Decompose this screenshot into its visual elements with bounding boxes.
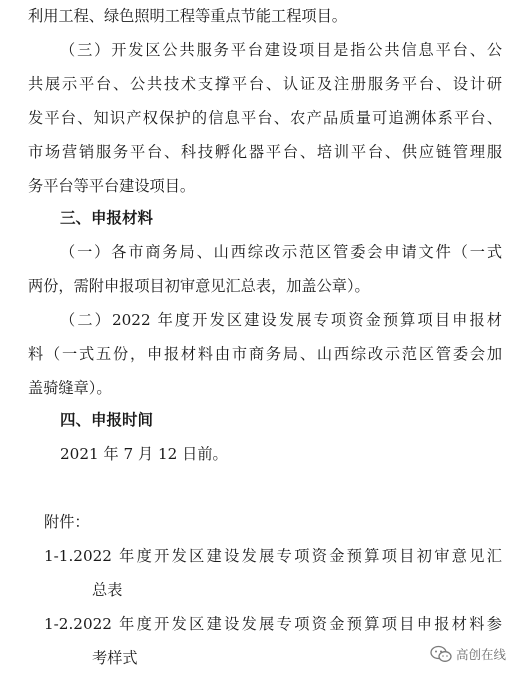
- paragraph-line: 利用工程、绿色照明工程等重点节能工程项目。: [28, 7, 347, 25]
- attachment-item-continued: 总表: [92, 581, 123, 599]
- section-heading: 三、申报材料: [60, 209, 154, 227]
- paragraph-line: 盖骑缝章）。: [28, 379, 112, 397]
- paragraph-line: （三）开发区公共服务平台建设项目是指公共信息平台、公: [60, 41, 502, 59]
- paragraph-line: 市场营销服务平台、科技孵化器平台、培训平台、供应链管理服: [28, 143, 502, 161]
- watermark: [430, 645, 506, 663]
- attachment-item-continued: 考样式: [92, 649, 138, 667]
- attachment-item: 1-1.2022 年度开发区建设发展专项资金预算项目初审意见汇: [44, 547, 502, 565]
- paragraph-line: 务平台等平台建设项目。: [28, 177, 196, 195]
- wechat-icon: [430, 645, 452, 663]
- watermark-text: 高创在线: [455, 647, 506, 662]
- deadline-text: 2021 年 7 月 12 日前。: [60, 445, 228, 463]
- attachments-label: 附件：: [44, 513, 90, 531]
- paragraph-line: （二）2022 年度开发区建设发展专项资金预算项目申报材: [60, 311, 502, 329]
- paragraph-line: （一）各市商务局、山西综改示范区管委会申请文件（一式: [60, 243, 502, 261]
- attachment-item: 1-2.2022 年度开发区建设发展专项资金预算项目申报材料参: [44, 615, 502, 633]
- paragraph-line: 料（一式五份，申报材料由市商务局、山西综改示范区管委会加: [28, 345, 502, 363]
- paragraph-line: 发平台、知识产权保护的信息平台、农产品质量可追溯体系平台、: [28, 109, 502, 127]
- paragraph-line: 两份，需附申报项目初审意见汇总表，加盖公章）。: [28, 277, 370, 295]
- paragraph-line: 共展示平台、公共技术支撑平台、认证及注册服务平台、设计研: [28, 75, 502, 93]
- section-heading: 四、申报时间: [60, 411, 154, 429]
